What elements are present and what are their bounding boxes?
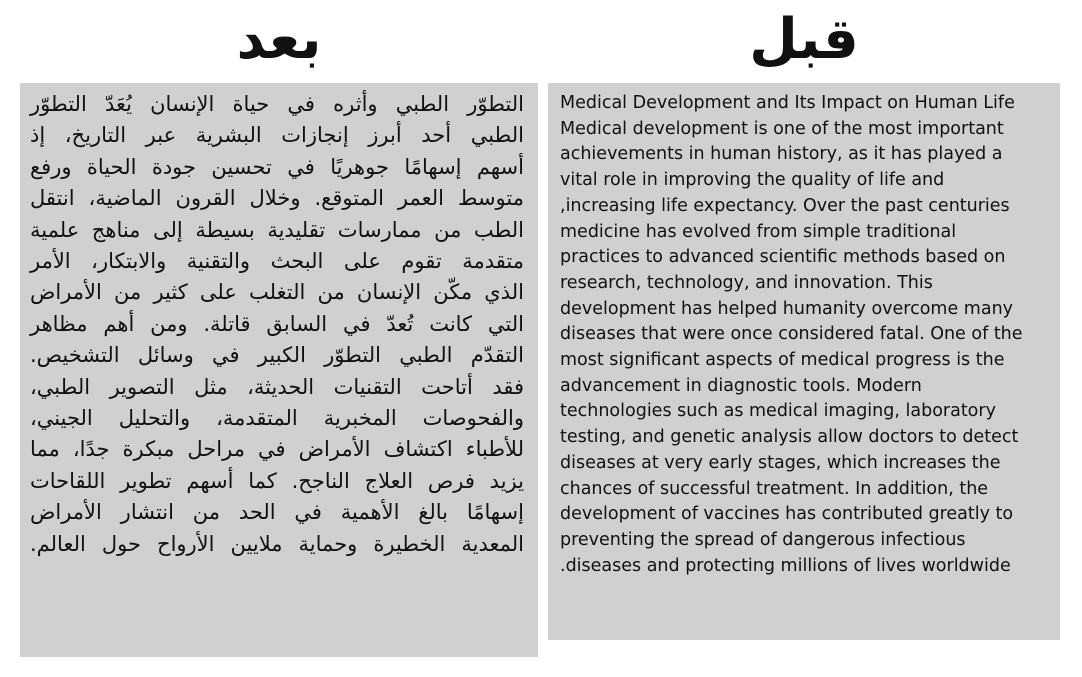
text-line: الطبي أحد أبرز إنجازات البشرية عبر التاريخ، إذ: [30, 123, 524, 148]
text-line: testing, and genetic analysis allow doctors to detect: [560, 427, 1019, 448]
text-line: والفحوصات المخبرية المتقدمة، والتحليل الجيني،: [30, 406, 524, 431]
text-line: متوسط العمر المتوقع. وخلال القرون الماضية، انتقل: [30, 186, 524, 211]
before-english-text-panel: [548, 83, 1060, 640]
text-line: diseases that were once considered fatal. One of the: [560, 324, 1023, 345]
after-title: بعد: [236, 7, 322, 72]
text-line: development of vaccines has contributed greatly to: [560, 504, 1014, 525]
text-line: diseases at very early stages, which increases the: [560, 452, 1001, 473]
text-line: فقد أتاحت التقنيات الحديثة، مثل التصوير الطبي،: [30, 374, 524, 399]
text-line: الطب من ممارسات تقليدية بسيطة إلى مناهج علمية: [30, 217, 524, 242]
text-line: Medical Development and Its Impact on Human Life: [560, 93, 1015, 113]
text-line: المعدية الخطيرة وحماية ملايين الأرواح حول العالم.: [30, 531, 524, 556]
text-line: vital role in improving the quality of life and: [560, 170, 945, 191]
text-line: التطوّر الطبي وأثره في حياة الإنسان يُعَدّ التطوّر: [30, 92, 524, 116]
text-line: development has helped humanity overcome many: [560, 298, 1014, 319]
after-arabic-text-panel: [20, 83, 538, 657]
text-line: الذي مكّن الإنسان من التغلب على كثير من الأمراض: [30, 280, 524, 305]
text-line: technologies such as medical imaging, laboratory: [560, 401, 996, 422]
text-line: medicine has evolved from simple traditional: [560, 221, 957, 242]
before-title: قبل: [749, 7, 859, 72]
text-line: chances of successful treatment. In addition, the: [560, 478, 989, 499]
text-line: research, technology, and innovation. This: [560, 272, 933, 293]
text-line: التي كانت تُعدّ في السابق قاتلة. ومن أهم مظاهر: [30, 311, 524, 336]
text-line: Medical development is one of the most important: [560, 118, 1004, 139]
text-line: إسهامًا بالغ الأهمية في الحد من انتشار الأمراض: [30, 500, 524, 525]
text-line: أسهم إسهامًا جوهريًا في تحسين جودة الحياة ورفع: [30, 154, 524, 179]
text-line: achievements in human history, as it has played a: [560, 144, 1003, 165]
text-line: يزيد فرص العلاج الناجح. كما أسهم تطوير اللقاحات: [30, 468, 524, 493]
text-line: most significant aspects of medical progress is the: [560, 350, 1005, 371]
text-line: preventing the spread of dangerous infectious: [560, 529, 966, 550]
text-line: للأطباء اكتشاف الأمراض في مراحل مبكرة جدًا، مما: [30, 437, 524, 462]
text-line: advancement in diagnostic tools. Modern: [560, 375, 922, 396]
text-line: التقدّم الطبي التطوّر الكبير في وسائل التشخيص.: [30, 343, 524, 368]
text-line: practices to advanced scientific methods based on: [560, 247, 1006, 268]
text-line: ,increasing life expectancy. Over the past centuries: [560, 195, 1010, 216]
text-line: متقدمة تقوم على البحث والتقنية والابتكار، الأمر: [30, 249, 524, 274]
text-line: .diseases and protecting millions of lives worldwide: [560, 555, 1011, 576]
